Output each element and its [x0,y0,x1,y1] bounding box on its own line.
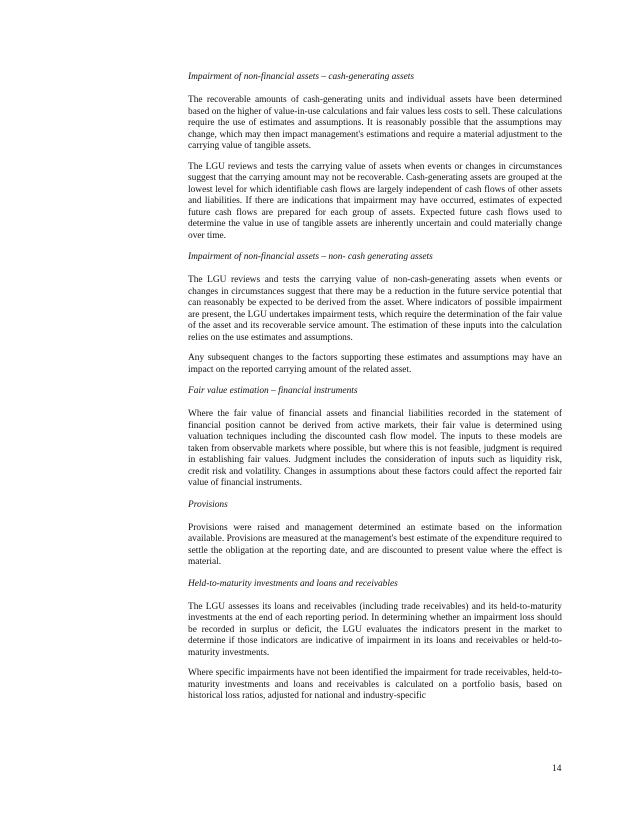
section-heading: Fair value estimation – financial instruments [188,386,358,396]
section-heading: Impairment of non-financial assets – non- cash generating assets [188,252,433,262]
paragraph: The LGU reviews and tests the carrying value of assets when events or changes in circumstances suggest that the carrying amount may not be recoverable. Cash-generating assets are grouped at the lowest level for which identifiable cash flows are largely independent of cash flows of other assets and liabilities. If there are indications that impairment may have occurred, estimates of expected future cash flows are prepared for each group of assets. Expected future cash flows used to determine the value in use of tangible assets are inherently uncertain and could materially change over time. [188,161,562,241]
paragraph: The LGU assesses its loans and receivables (including trade receivables) and its held-to-maturity investments at the end of each reporting period. In determining whether an impairment loss should be recorded in surplus or deficit, the LGU evaluates the indicators present in the market to determine if those indicators are indicative of impairment in its loans and receivables or held-to-maturity investments. [188,601,562,658]
paragraph: Where the fair value of financial assets and financial liabilities recorded in the statement of financial position cannot be derived from active markets, their fair value is determined using valuation techniques including the discounted cash flow model. The inputs to these models are taken from observable markets where possible, but where this is not feasible, judgment is required in establishing fair values. Judgment includes the consideration of inputs such as liquidity risk, credit risk and volatility. Changes in assumptions about these factors could affect the reported fair value of financial instruments. [188,409,562,488]
paragraph: Provisions were raised and management determined an estimate based on the information available. Provisions are measured at the management's best estimate of the expenditure required to settle the obligation at the reporting date, and are discounted to present value where the effect is material. [188,522,562,567]
paragraph: Where specific impairments have not been identified the impairment for trade receivables, held-to-maturity investments and loans and receivables is calculated on a portfolio basis, based on historical loss ratios, adjusted for national and industry-specific [188,668,562,701]
section-impairment-cash-generating [188,71,562,242]
page-number: 14 [552,764,562,774]
section-heading: Provisions [188,499,228,510]
section-heading: Held-to-maturity investments and loans and receivables [188,578,398,589]
section-held-to-maturity [188,578,562,703]
paragraph: The recoverable amounts of cash-generating units and individual assets have been determined based on the higher of value-in-use calculations and fair values less costs to sell. These calculations require the use of estimates and assumptions. It is reasonably possible that the assumptions may change, which may then impact management's estimations and require a material adjustment to the carrying value of tangible assets. [188,95,562,151]
paragraph: Any subsequent changes to the factors supporting these estimates and assumptions may have an impact on the reported carrying amount of the related asset. [188,353,562,375]
section-provisions [188,499,562,569]
section-fair-value-estimation [188,385,562,490]
section-heading: Impairment of non-financial assets – cash-generating assets [188,72,415,82]
paragraph: The LGU reviews and tests the carrying value of non-cash-generating assets when events or changes in circumstances suggest that there may be a reduction in the future service potential that can reasonably be expected to be derived from the asset. Where indicators of possible impairment are present, the LGU undertakes impairment tests, which require the determination of the fair value of the asset and its recoverable service amount. The estimation of these inputs into the calculation relies on the use estimates and assumptions. [188,275,562,343]
section-impairment-non-cash-generating [188,251,562,376]
page-body [188,71,562,712]
